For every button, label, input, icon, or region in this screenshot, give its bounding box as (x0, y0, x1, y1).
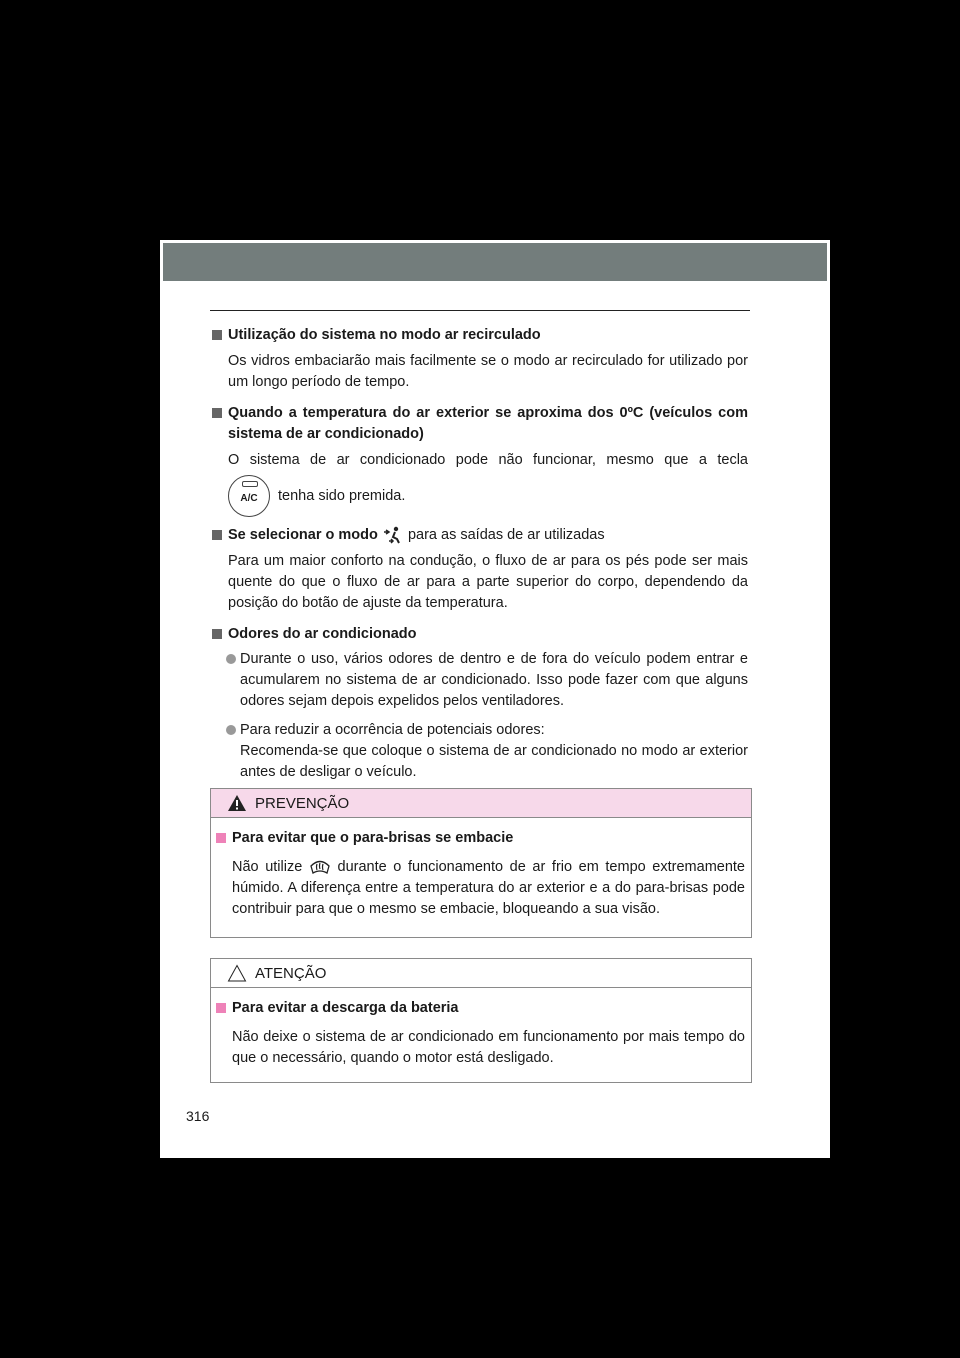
ac-button-row (228, 475, 748, 517)
square-bullet-icon (216, 1003, 226, 1013)
section-heading: Utilização do sistema no modo ar recirculado (212, 325, 748, 346)
main-content (212, 325, 748, 783)
square-bullet-icon (212, 629, 222, 639)
round-bullet-icon (226, 654, 236, 664)
caution-text: Não utilize durante o funcionamento de ar frio em tempo extremamente húmido. A diferença entre a temperatura do ar exterior e a do para-brisas pode contribuir para que o mesmo se embacie, bloqueando a sua visão. (232, 859, 745, 917)
square-bullet-icon (212, 530, 222, 540)
header-bar (163, 243, 827, 281)
caution-body (211, 818, 751, 934)
section-text: Para um maior conforto na condução, o fluxo de ar para os pés pode ser mais quente do que o fluxo de ar para a parte superior do corpo, dependendo da posição do botão de ajuste da temperatura. (228, 553, 748, 611)
indicator-light-icon (242, 481, 258, 487)
square-bullet-icon (216, 833, 226, 843)
notice-heading: Para evitar a descarga da bateria (216, 998, 745, 1019)
page-number: 316 (186, 1108, 210, 1124)
section-text: tenha sido premida. (278, 487, 406, 504)
warning-triangle-outline-icon (227, 964, 247, 982)
notice-text: Não deixe o sistema de ar condicionado em funcionamento por mais tempo do que o necessário, quando o motor está desligado. (232, 1029, 745, 1066)
square-bullet-icon (212, 330, 222, 340)
round-bullet-icon (226, 725, 236, 735)
caution-header (211, 789, 751, 818)
list-item: Para reduzir a ocorrência de potenciais odores: Recomenda-se que coloque o sistema de ar condicionado no modo ar exterior antes de desligar o veículo. (212, 720, 748, 783)
caution-heading: Para evitar que o para-brisas se embacie (216, 828, 745, 849)
section-text: Os vidros embaciarão mais facilmente se o modo ar recirculado for utilizado por um longo período de tempo. (228, 353, 748, 390)
notice-body (211, 988, 751, 1083)
warning-triangle-icon (227, 794, 247, 812)
manual-page (160, 240, 830, 1158)
defroster-icon (309, 858, 331, 876)
section-heading: Odores do ar condicionado (212, 624, 748, 645)
notice-box (210, 958, 752, 1083)
section-text: O sistema de ar condicionado pode não funcionar, mesmo que a tecla (228, 452, 748, 468)
top-rule (210, 310, 750, 311)
notice-title: ATENÇÃO (255, 964, 327, 982)
list-item: Durante o uso, vários odores de dentro e de fora do veículo podem entrar e acumularem no sistema de ar condicionado. Isso pode fazer com que alguns odores sejam depois expelidos pelos ventiladores. (212, 649, 748, 712)
notice-header (211, 959, 751, 988)
section-heading: Se selecionar o modo para as saídas de ar utilizadas (212, 525, 748, 546)
square-bullet-icon (212, 408, 222, 418)
section-heading: Quando a temperatura do ar exterior se aproxima dos 0ºC (veículos com sistema de ar condicionado) (212, 403, 748, 445)
ac-button-icon: A/C (228, 475, 270, 517)
feet-face-mode-icon (382, 526, 404, 544)
caution-title: PREVENÇÃO (255, 794, 350, 812)
caution-box (210, 788, 752, 938)
